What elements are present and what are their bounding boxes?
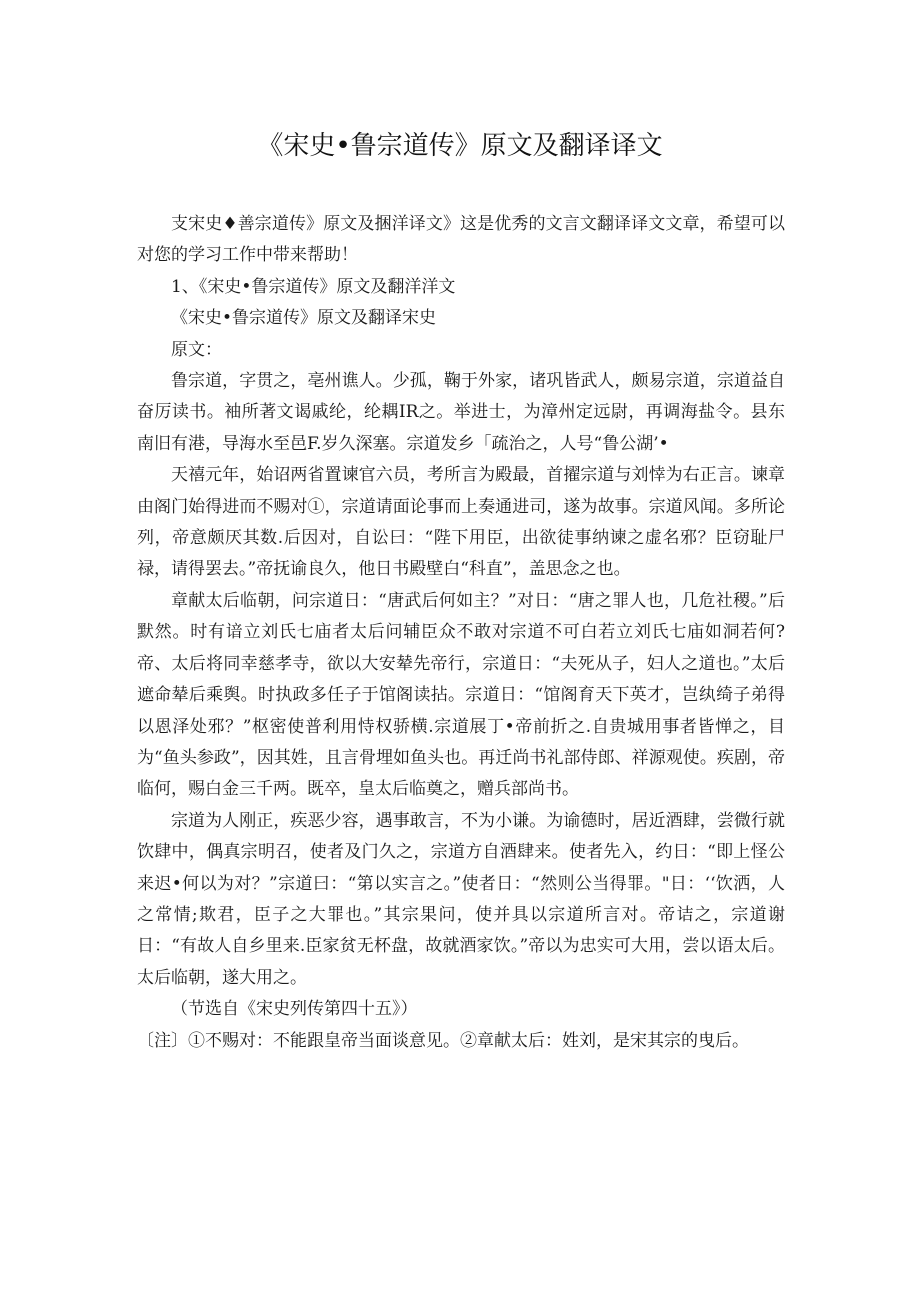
text-paragraph: 宗道为人刚正，疾恶少容，遇事敢言，不为小谦。为谕德时，居近酒肆，尝微行就饮肆中，偶真宗明召，使者及门久之，宗道方自酒肆来。使者先入，约日：“即上怪公来迟•何以为对？”宗道曰：“第以实言之。”使者日：“然则公当得罪。"日：‘‘饮洒，人之常情;欺君，臣子之大罪也。”其宗果问，使并具以宗道所言对。帝诘之，宗道谢日：“有故人自乡里来.臣家贫无杯盘，故就酒家饮。”帝以为忠实可大用，尝以语太后。太后临朝，遂大用之。	[137, 810, 785, 988]
section-heading: 1、《宋史•鲁宗道传》原文及翻洋洋文	[171, 276, 456, 297]
text-paragraph: 天禧元年，始诏两省置谏官六员，考所言为殿最，首擢宗道与刘悻为右正言。谏章由阁门始得进而不赐对①，宗道请面论事而上奏通进司，遂为故事。宗道风闻。多所论列，帝意颇厌其数.后因对，自讼曰：“陛下用臣，出欲徒事纳谏之虚名邪？臣窃耻尸禄，请得罢去。”帝抚谕良久，他日书殿壁白“科直”，盖思念之也。	[137, 465, 785, 580]
document-title: 《宋史•鲁宗道传》原文及翻译译文	[257, 131, 663, 161]
footnote: 〔注〕①不赐对：不能跟皇帝当面谈意见。②章献太后：姓刘，是宋其宗的曳后。	[137, 1030, 749, 1051]
document-body	[137, 209, 785, 1057]
text-paragraph: 章献太后临朝，问宗道日：“唐武后何如主？”对日：“唐之罪人也，几危社稷。”后默然。时有谙立刘氏七庙者太后问辅臣众不敢对宗道不可白若立刘氏七庙如洞若何?帝、太后将同幸慈孝寺，欲以大安辇先帝行，宗道日：“夫死从子，妇人之道也。”太后遮命辇后乘舆。时执政多任子于馆阁读拈。宗道日：“馆阁育天下英才，岂纨绮子弟得以恩泽处邪？”枢密使普利用恃权骄横.宗道展丁•帝前折之.自贵城用事者皆惮之，目为“鱼头参政”，因其姓，且言骨埋如鱼头也。再迁尚书礼部侍郎、祥源观使。疾剧，帝临何，赐白金三千两。既卒，皇太后临奠之，赠兵部尚书。	[137, 590, 785, 800]
source-note: （节选自《宋史列传第四十五》）	[171, 999, 418, 1020]
subsection-heading: 《宋史•鲁宗道传》原文及翻译宋史	[171, 308, 437, 329]
text-paragraph: 鲁宗道，字贯之，亳州谯人。少孤，鞠于外家，诸巩皆武人，颇易宗道，宗道益自奋厉读书。袖所著文谒戚纶，纶耦IR之。举进士，为漳州定远尉，再调海盐令。县东南旧有港，导海水至邑F.岁久深塞。宗道发乡「疏治之，人号“鲁公湖’•	[137, 371, 785, 454]
intro-paragraph: 支宋史♦善宗道传》原文及捆洋译文》这是优秀的文言文翻译译文文章，希望可以对您的学习工作中带来帮助！	[137, 214, 785, 266]
original-text-label: 原文：	[171, 339, 222, 360]
